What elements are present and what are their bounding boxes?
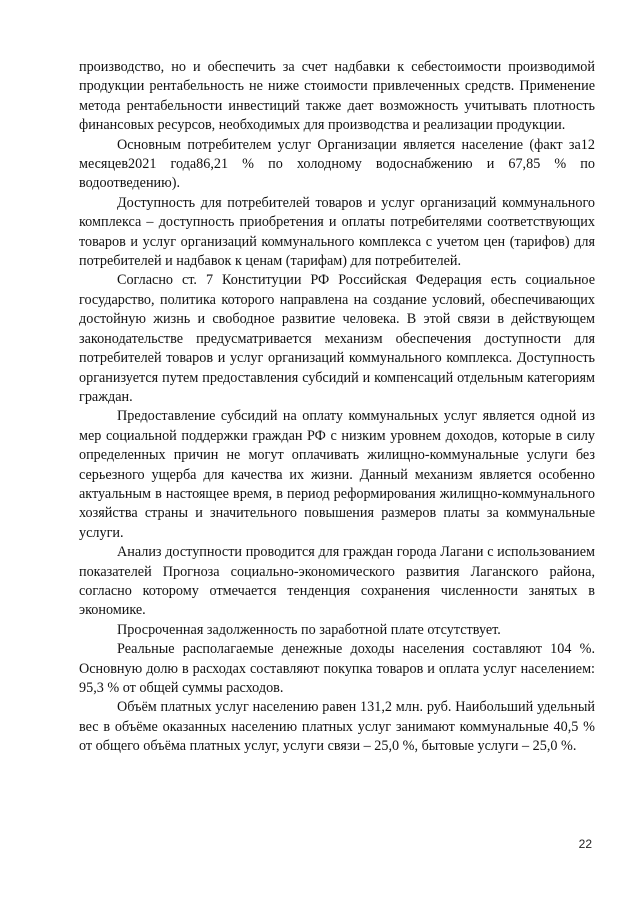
- paragraph-5: Предоставление субсидий на оплату коммунальных услуг является одной из мер социальной поддержки граждан РФ с низким уровнем доходов, которые в силу определенных причин не могут оплачивать жилищно-коммунальные услуги без серьезного ущерба для качества их жизни. Данный механизм является особенно актуальным в настоящее время, в период реформирования жилищно-коммунального хозяйства страны и значительного повышения размеров платы за коммунальные услуги.: [79, 408, 595, 541]
- paragraph-4: Согласно ст. 7 Конституции РФ Российская Федерация есть социальное государство, политика которого направлена на создание условий, обеспечивающих достойную жизнь и свободное развитие человека. В этой связи в действующем законодательстве предусматривается механизм обеспечения доступности для потребителей товаров и услуг организаций коммунального комплекса. Доступность организуется путем предоставления субсидий и компенсаций отдельным категориям граждан.: [79, 272, 595, 405]
- paragraph-8: Реальные располагаемые денежные доходы населения составляют 104 %. Основную долю в расходах составляют покупка товаров и оплата услуг населением: 95,3 % от общей суммы расходов.: [79, 641, 595, 696]
- paragraph-2: Основным потребителем услуг Организации является население (факт за12 месяцев2021 года86,21 % по холодному водоснабжению и 67,85 % по водоотведению).: [79, 136, 595, 192]
- body-text: [79, 58, 595, 757]
- paragraph-1: производство, но и обеспечить за счет надбавки к себестоимости производимой продукции рентабельность не ниже стоимости привлеченных средств. Применение метода рентабельности инвестиций также дает возможность учитывать плотность финансовых ресурсов, необходимых для производства и реализации продукции.: [79, 59, 595, 134]
- paragraph-9: Объём платных услуг населению равен 131,2 млн. руб. Наибольший удельный вес в объёме оказанных населению платных услуг занимают коммунальные 40,5 % от общего объёма платных услуг, услуги связи – 25,0 %, бытовые услуги – 25,0 %.: [79, 699, 595, 755]
- page-number: 22: [578, 837, 592, 851]
- paragraph-7: Просроченная задолженность по заработной плате отсутствует.: [117, 621, 501, 638]
- paragraph-3: Доступность для потребителей товаров и услуг организаций коммунального комплекса – доступность приобретения и оплаты потребителями соответствующих товаров и услуг организаций коммунального комплекса с учетом цен (тарифов) для потребителей и надбавок к ценам (тарифам) для потребителей.: [79, 194, 595, 270]
- paragraph-6: Анализ доступности проводится для граждан города Лагани с использованием показателей Прогноза социально-экономического развития Лаганского района, согласно которому отмечается тенденция сохранения численности занятых в экономике.: [79, 544, 595, 619]
